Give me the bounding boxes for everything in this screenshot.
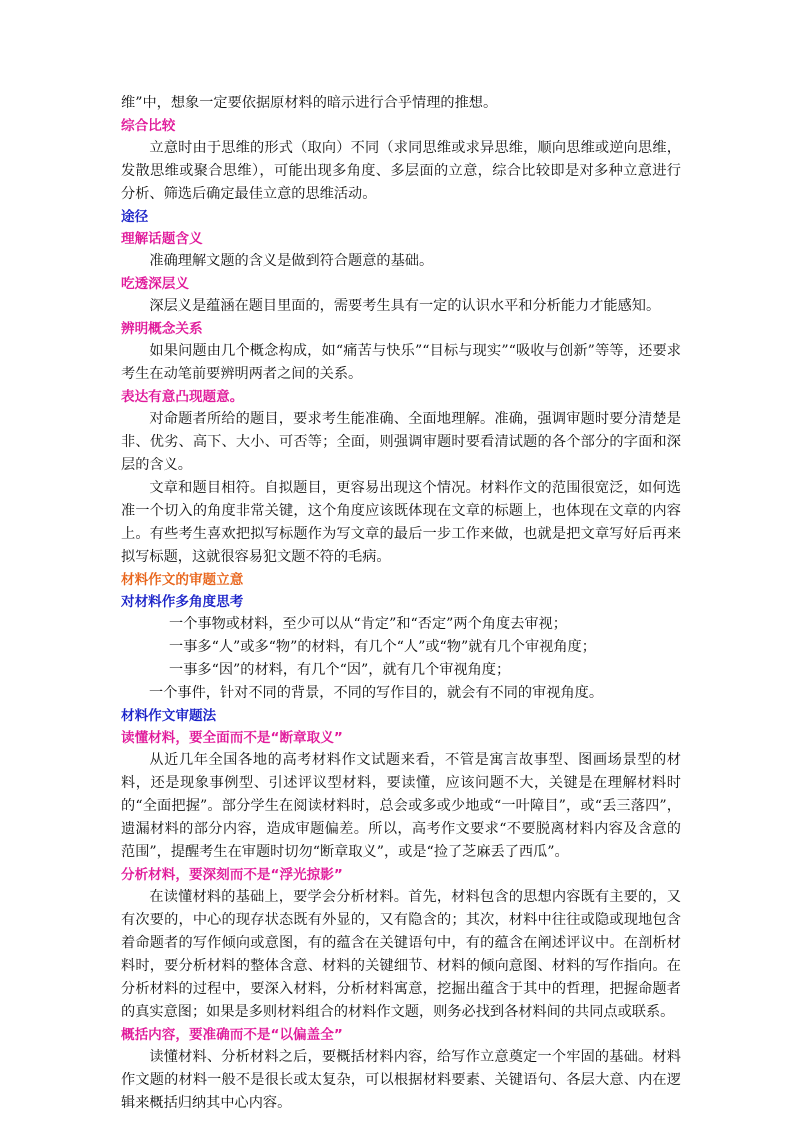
section-heading: 概括内容，要准确而不是“以偏盖全”	[121, 1027, 343, 1043]
section-heading: 吃透深层义	[121, 276, 189, 292]
paragraph: 准确理解文题的含义是做到符合题意的基础。	[149, 253, 434, 269]
section-heading: 材料作文审题法	[121, 708, 217, 724]
section-heading: 分析材料，要深刻而不是“浮光掠影”	[121, 867, 343, 883]
paragraph: 文章和题目相符。自拟题目，更容易出现这个情况。材料作文的范围很宽泛，如何选准一个切入的角度非常关键，这个角度应该既体现在文章的标题上，也体现在文章的内容上。有些考生喜欢把拟写标题作为写文章的最后一步工作来做，也就是把文章写好后再来拟写标题，这就很容易犯文题不符的毛病。	[121, 480, 681, 565]
section-heading: 表达有意凸现题意。	[121, 389, 244, 405]
paragraph: 对命题者所给的题目，要求考生能准确、全面地理解。准确，强调审题时要分清楚是非、优劣、高下、大小、可否等；全面，则强调审题时要看清试题的各个部分的字面和深层的含义。	[121, 411, 681, 473]
paragraph: 从近几年全国各地的高考材料作文试题来看，不管是寓言故事型、图画场景型的材料，还是现象事例型、引述评议型材料，要读懂，应该问题不大，关键是在理解材料时的“全面把握”。部分学生在阅读材料时，总会或多或少地或“一叶障目”，或“丢三落四”，遗漏材料的部分内容，造成审题偏差。所以，高考作文要求“不要脱离材料内容及含意的范围”，提醒考生在审题时切勿“断章取义”，或是“捡了芝麻丢了西瓜”。	[121, 752, 681, 860]
section-heading: 对材料作多角度思考	[121, 594, 244, 610]
paragraph: 立意时由于思维的形式（取向）不同（求同思维或求异思维，顺向思维或逆向思维，发散思维或聚合思维），可能出现多角度、多层面的立意，综合比较即是对多种立意进行分析、筛选后确定最佳立意的思维活动。	[121, 140, 681, 202]
list-item: 一事多“因”的材料，有几个“因”，就有几个审视角度；	[169, 662, 511, 678]
paragraph: 如果问题由几个概念构成，如“痛苦与快乐”“目标与现实”“吸收与创新”等等，还要求考生在动笔前要辨明两者之间的关系。	[121, 343, 681, 382]
document-page	[121, 92, 681, 1115]
section-heading: 读懂材料，要全面而不是“断章取义”	[121, 730, 343, 746]
section-heading: 辨明概念关系	[121, 321, 203, 337]
section-heading: 材料作文的审题立意	[121, 572, 244, 588]
section-heading: 综合比较	[121, 118, 176, 134]
list-item: 一个事物或材料，至少可以从“肯定”和“否定”两个角度去审视；	[169, 616, 567, 632]
paragraph: 维”中，想象一定要依据原材料的暗示进行合乎情理的推想。	[121, 95, 498, 111]
paragraph: 读懂材料、分析材料之后，要概括材料内容，给写作立意奠定一个牢固的基础。材料作文题的材料一般不是很长或太复杂，可以根据材料要素、关键语句、各层大意、内在逻辑来概括归纳其中心内容。	[121, 1049, 681, 1111]
paragraph: 在读懂材料的基础上，要学会分析材料。首先，材料包含的思想内容既有主要的，又有次要的，中心的现存状态既有外显的，又有隐含的；其次，材料中往往或隐或现地包含着命题者的写作倾向或意图，有的蕴含在关键语句中，有的蕴含在阐述评议中。在剖析材料时，要分析材料的整体含意、材料的关键细节、材料的倾向意图、材料的写作指向。在分析材料的过程中，要深入材料，分析材料寓意，挖掘出蕴含于其中的哲理，把握命题者的真实意图；如果是多则材料组合的材料作文题，则务必找到各材料间的共同点或联系。	[121, 889, 681, 1020]
list-item: 一事多“人”或多“物”的材料，有几个“人”或“物”就有几个审视角度；	[169, 639, 596, 655]
paragraph: 深层义是蕴涵在题目里面的，需要考生具有一定的认识水平和分析能力才能感知。	[149, 298, 661, 314]
list-item: 一个事件，针对不同的背景，不同的写作目的，就会有不同的审视角度。	[149, 685, 604, 701]
section-heading: 途径	[121, 209, 149, 225]
section-heading: 理解话题含义	[121, 231, 203, 247]
